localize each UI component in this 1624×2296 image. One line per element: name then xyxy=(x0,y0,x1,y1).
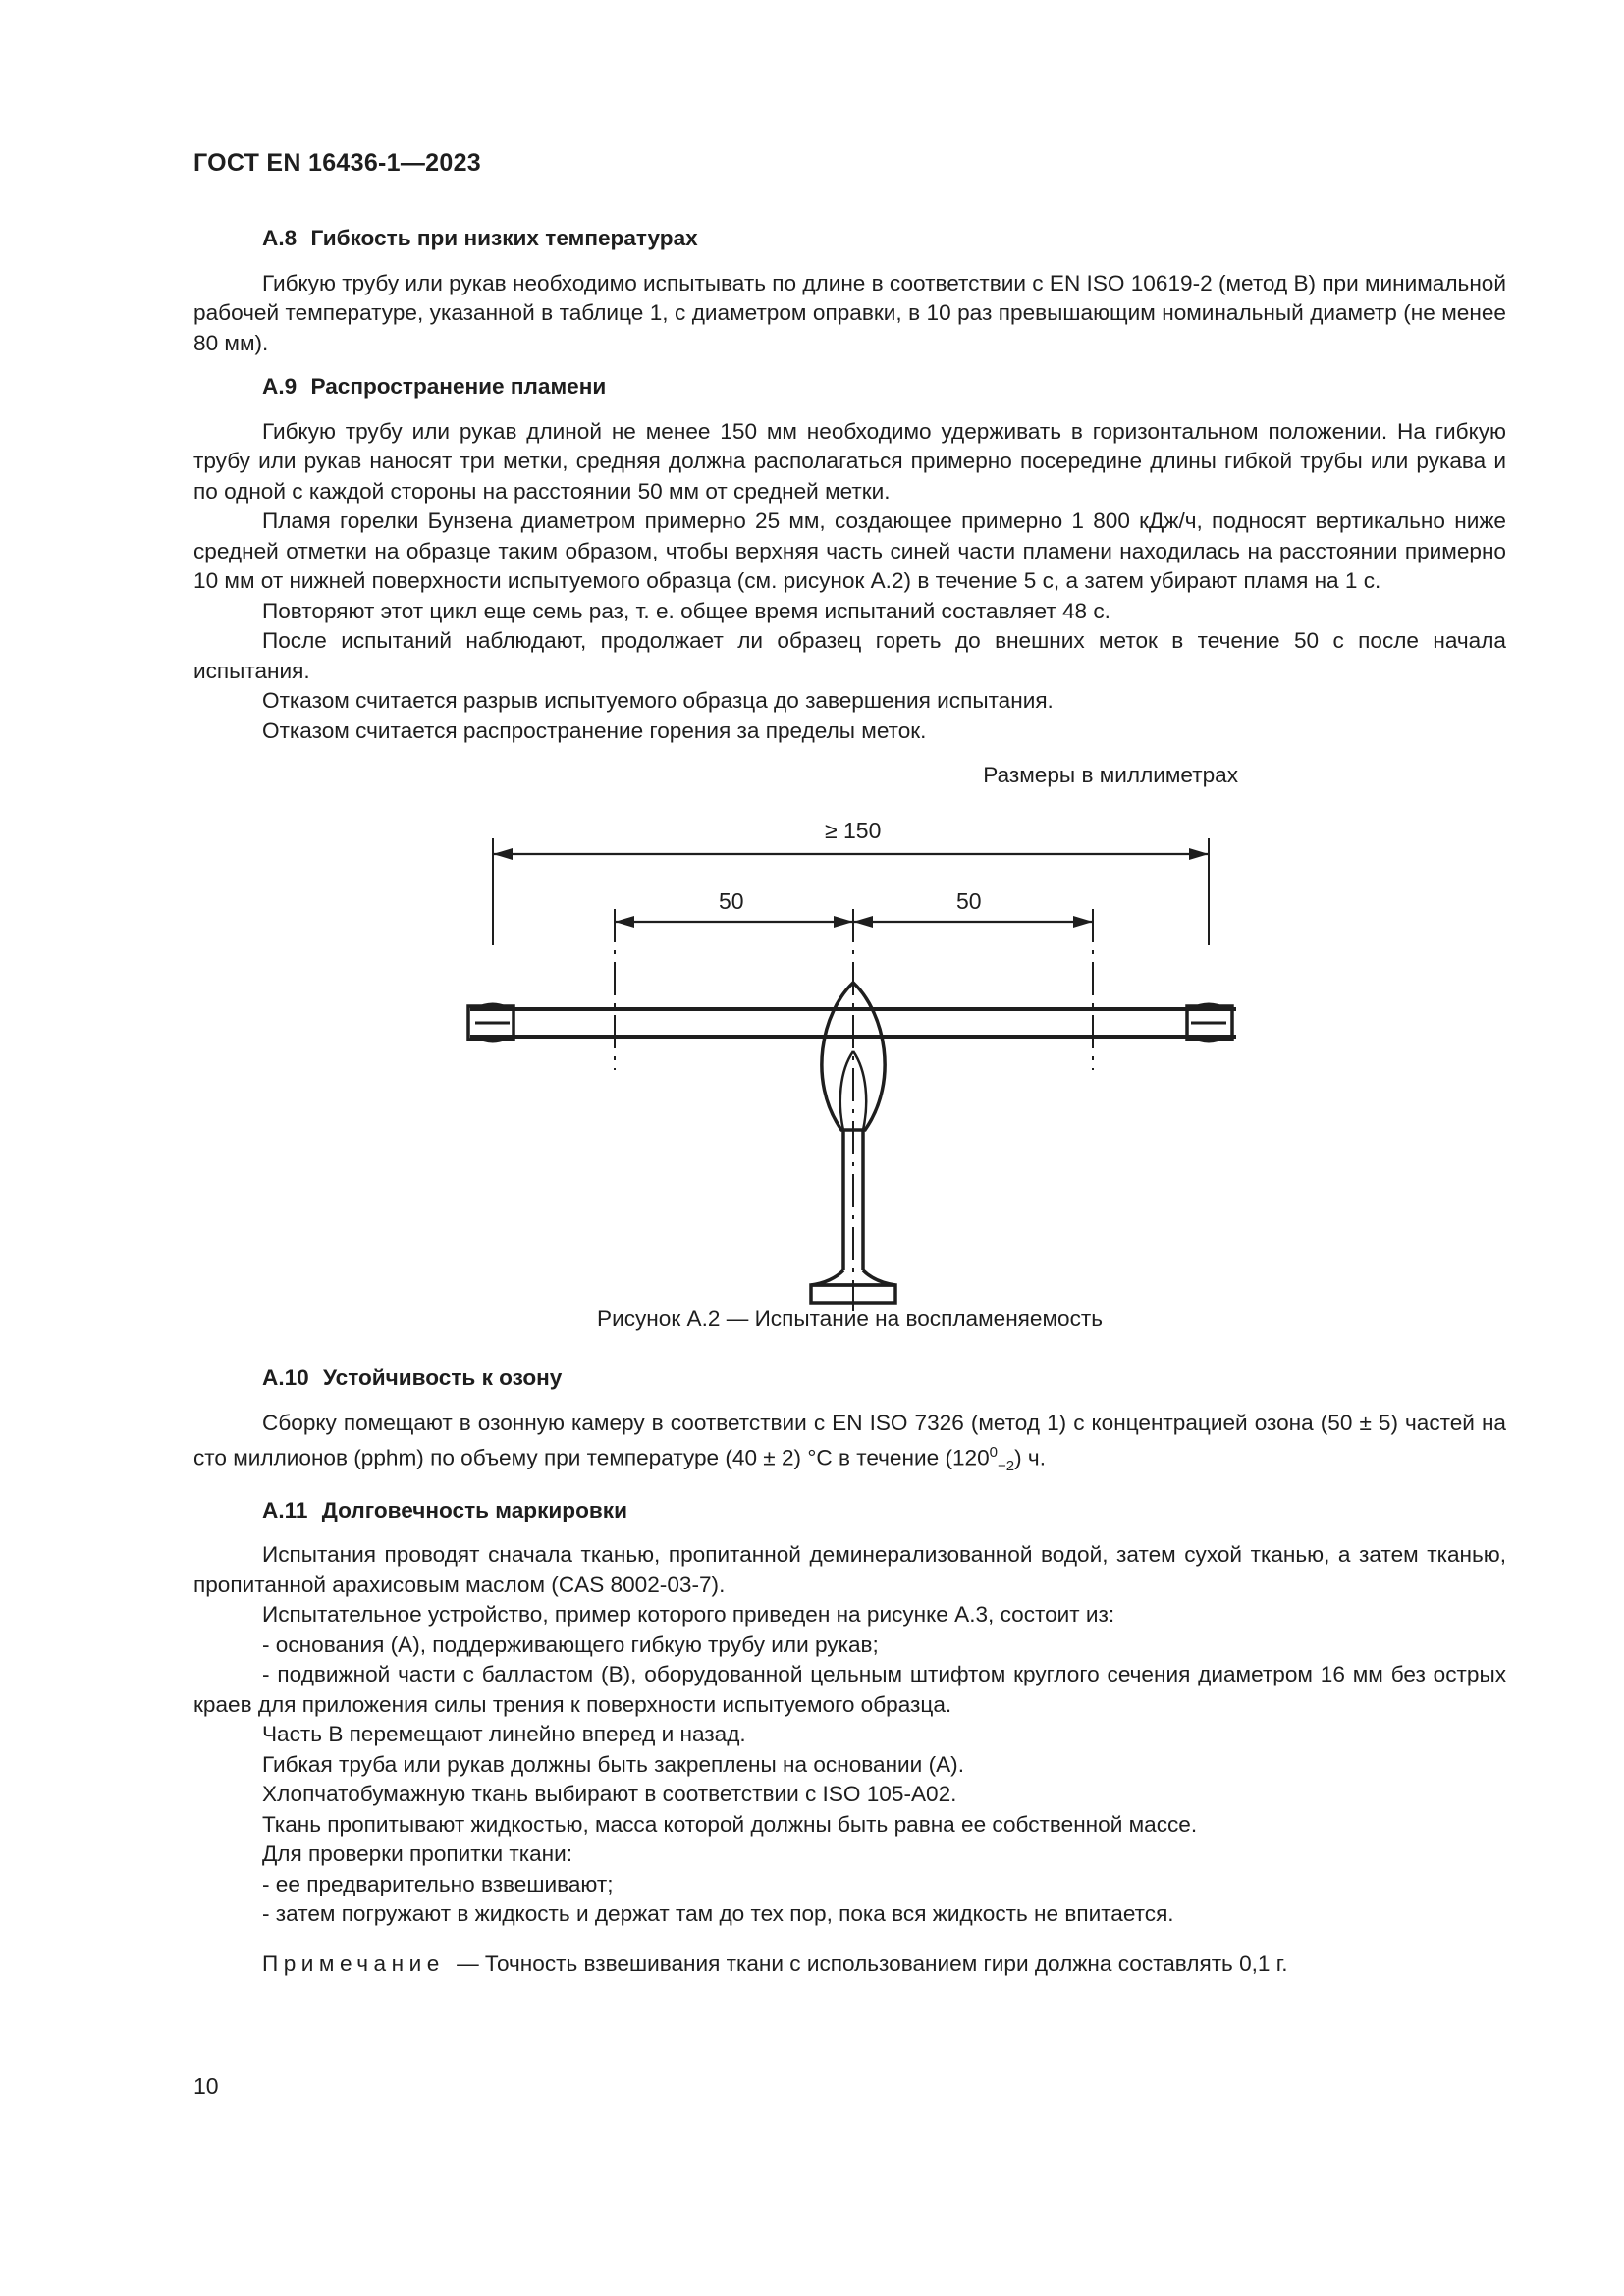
arrowhead-total-right xyxy=(1189,848,1209,860)
subscript-tolerance: −2 xyxy=(998,1458,1015,1475)
dimensions-note: Размеры в миллиметрах xyxy=(983,763,1238,787)
document-body xyxy=(193,224,1506,1979)
paragraph: Гибкую трубу или рукав длиной не менее 150 мм необходимо удерживать в горизонтальном положении. На гибкую трубу или рукав наносят три метки, средняя должна располагаться примерно посередине длины гибкой трубы или рукава и по одной с каждой стороны на расстоянии 50 мм от средней метки. xyxy=(193,418,1506,504)
figure-caption: Рисунок А.2 — Испытание на воспламеняемость xyxy=(597,1306,1103,1331)
list-item: - ее предварительно взвешивают; xyxy=(262,1871,614,1896)
section-number: А.9 xyxy=(262,374,298,399)
paragraph-ozone xyxy=(193,1409,1506,1482)
arrowhead-left-50-b xyxy=(834,916,853,928)
figure-a2 xyxy=(193,791,1506,1316)
note xyxy=(193,1949,1506,1980)
section-heading-a8 xyxy=(193,224,1506,254)
paragraph: Отказом считается распространение горения за пределы меток. xyxy=(262,718,927,743)
page-number: 10 xyxy=(193,2073,219,2099)
section-number: А.11 xyxy=(262,1497,308,1522)
note-label: Примечание xyxy=(262,1950,445,1976)
paragraph: Гибкая труба или рукав должны быть закреплены на основании (А). xyxy=(262,1751,964,1777)
flammability-test-diagram xyxy=(193,791,1506,1316)
arrowhead-right-50-b xyxy=(1073,916,1093,928)
paragraph: Испытания проводят сначала тканью, пропитанной деминерализованной водой, затем сухой тканью, а затем тканью, пропитанной арахисовым маслом (CAS 8002-03-7). xyxy=(193,1542,1506,1597)
paragraph: Ткань пропитывают жидкостью, масса которой должны быть равна ее собственной массе. xyxy=(262,1811,1198,1837)
section-title: Устойчивость к озону xyxy=(323,1365,563,1390)
section-title: Распространение пламени xyxy=(310,374,607,399)
superscript-tolerance: 0 xyxy=(989,1444,999,1461)
section-title: Долговечность маркировки xyxy=(321,1497,627,1522)
section-heading-a11 xyxy=(193,1496,1506,1526)
arrowhead-total-left xyxy=(493,848,513,860)
section-heading-a9 xyxy=(193,372,1506,402)
list-item: - подвижной части с балластом (В), оборудованной цельным штифтом круглого сечения диаметром 16 мм без острых краев для приложения силы трения к поверхности испытуемого образца. xyxy=(193,1662,1506,1717)
document-header: ГОСТ EN 16436-1—2023 xyxy=(193,149,481,177)
paragraph: Хлопчатобумажную ткань выбирают в соответствии с ISO 105-A02. xyxy=(262,1782,957,1807)
paragraph: Повторяют этот цикл еще семь раз, т. е. общее время испытаний составляет 48 с. xyxy=(262,598,1110,623)
paragraph-text-end: ) ч. xyxy=(1014,1445,1046,1470)
section-title: Гибкость при низких температурах xyxy=(310,226,698,250)
dimension-label-right-50: 50 xyxy=(956,887,982,914)
paragraph: Часть В перемещают линейно вперед и назад. xyxy=(262,1722,746,1747)
list-item: - затем погружают в жидкость и держат там до тех пор, пока вся жидкость не впитается. xyxy=(262,1901,1174,1927)
section-number: А.10 xyxy=(262,1365,309,1390)
arrowhead-left-50-a xyxy=(615,916,634,928)
list-item: - основания (А), поддерживающего гибкую трубу или рукав; xyxy=(262,1631,879,1657)
paragraph: После испытаний наблюдают, продолжает ли образец гореть до внешних меток в течение 50 с после начала испытания. xyxy=(193,628,1506,683)
dimension-label-left-50: 50 xyxy=(719,887,744,914)
paragraph: Пламя горелки Бунзена диаметром примерно 25 мм, создающее примерно 1 800 кДж/ч, подносят вертикально ниже средней отметки на образце таким образом, чтобы верхняя часть синей части пламени находилась на расстоянии примерно 10 мм от нижней поверхности испытуемого образца (см. рисунок А.2) в течение 5 с, а затем убирают пламя на 1 с. xyxy=(193,508,1506,593)
paragraph: Для проверки пропитки ткани: xyxy=(262,1842,573,1867)
paragraph: Испытательное устройство, пример которого приведен на рисунке А.3, состоит из: xyxy=(262,1602,1115,1628)
note-text: — Точность взвешивания ткани с использованием гири должна составлять 0,1 г. xyxy=(457,1950,1288,1976)
paragraph: Гибкую трубу или рукав необходимо испытывать по длине в соответствии с EN ISO 10619-2 (метод В) при минимальной рабочей температуре, указанной в таблице 1, с диаметром оправки, в 10 раз превышающим номинальный диаметр (не менее 80 мм). xyxy=(193,270,1506,355)
arrowhead-right-50-a xyxy=(853,916,873,928)
dimension-label-total: ≥ 150 xyxy=(825,817,882,843)
section-number: А.8 xyxy=(262,226,298,250)
paragraph: Отказом считается разрыв испытуемого образца до завершения испытания. xyxy=(262,688,1054,713)
paragraph-text: Сборку помещают в озонную камеру в соответствии с EN ISO 7326 (метод 1) с концентрацией озона (50 ± 5) частей на сто миллионов (pphm) по объему при температуре (40 ± 2) °С в течение (120 xyxy=(193,1410,1506,1470)
section-heading-a10 xyxy=(193,1363,1506,1394)
